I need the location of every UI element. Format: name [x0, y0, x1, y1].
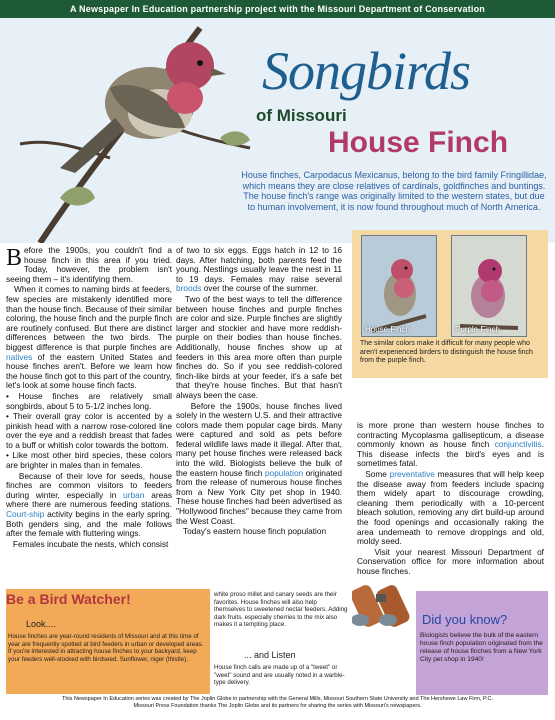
article-paragraph: originated from the release of numerous house finches from a New York City pet shop in 1940. These house finches had been advertised as "Hollywood finches" because they came from the West Coast. — [176, 467, 343, 526]
article-paragraph: Because of their love for seeds, house finches are common visitors to feeders during winter, especially in — [6, 470, 172, 500]
article-paragraph: activity begins in the early spring. Both genders sing, and the male follows after the female with fluttering wings. — [6, 509, 172, 539]
footer-line-1: This Newspaper In Education series was created by The Joplin Globe in partnership with the General Mills, Missouri Southern State University and The Hershewe Law Firm, P.C. — [61, 696, 494, 702]
article-paragraph: Visit your nearest Missouri Department of Conservation office for more information about house finches. — [357, 546, 544, 576]
did-you-know-text: Biologists believe the bulk of the eastern house finch population originated from the release of house finches from a New York City pet shop in 1940! — [420, 632, 543, 663]
drop-cap: B — [6, 245, 23, 271]
article-paragraph: Before the 1900s, house finches lived solely in the western U.S. and their attractive colors made them popular cage birds. Many were captured and sold as pets before federal wildlife laws made it illegal. After that, many pet house finches were released back into the wild. Biologists believe the bulk of the eastern house finch — [176, 400, 343, 478]
hero-section — [0, 18, 555, 243]
article-paragraph: Today's eastern house finch population — [182, 526, 327, 537]
article-paragraph: over the course of the summer. — [203, 283, 319, 294]
article-column-1 — [6, 246, 172, 550]
purple-finch-caption: Purple Finch — [455, 325, 500, 334]
highlight-natives: natives — [6, 351, 33, 362]
fact-bullet: • House finches are relatively small songbirds, about 5 to 5-1/2 inches long. — [6, 390, 172, 411]
article-paragraph: Some — [365, 468, 387, 479]
listen-heading: ... and Listen — [244, 650, 296, 660]
footer-line-2: Missouri Press Foundation thanks The Joplin Globe and its partners for sharing the series with Missouri's newspapers. — [133, 703, 422, 709]
article-paragraph: Females incubate the nests, which consist — [12, 538, 169, 549]
photo-note: The similar colors make it difficult for many people who aren't experienced birders to distinguish the house finch from the purple finch. — [360, 340, 533, 364]
highlight-population: population — [264, 467, 304, 478]
did-you-know-heading: Did you know? — [422, 612, 508, 627]
highlight-broods: broods — [176, 283, 202, 294]
article-paragraph: When it comes to naming birds at feeders, few species are mistakenly identified more than the house finch. Because of their similar coloring, the house finch and the purple finch are routinely confused. But there are distinct differences between the two birds. The biggest difference is that purple finches are — [6, 284, 172, 352]
article-paragraph: of the eastern United States and house finches aren't. Before we learn how the house finch got to this part of the country, let's look at some house finch facts. — [6, 351, 172, 391]
binoculars-icon — [352, 576, 416, 632]
highlight-urban: urban — [123, 489, 145, 500]
article-paragraph: is more prone than western house finches to contracting Mycoplasma gallisepticum, a disease commonly known as house finch — [357, 420, 544, 450]
house-finch-caption: House Finch — [365, 325, 410, 334]
title-songbirds: Songbirds — [262, 41, 471, 101]
title-house-finch: House Finch — [328, 126, 509, 159]
highlight-conjunctivitis: conjunctivitis — [494, 439, 542, 450]
article-column-2 — [176, 246, 342, 538]
bird-illustration — [0, 18, 260, 243]
fact-bullet: • Like most other bird species, these colors are brighter in males than in females. — [6, 450, 172, 471]
article-paragraph: Two of the best ways to tell the difference between house finches and purple finches are color and size. Purple finches are slightly larger and stockier and have more reddish-purple on their bodies than house finches. Additionally, house finches show up at feeders in this area more often than purple finches do. So if you see reddish-colored finch-like birds at your feeder, it's a safe bet that they're house finches. But that hasn't always been the case. — [176, 293, 342, 400]
purple-finch-photo — [451, 235, 527, 337]
look-text: House finches are year-round residents of Missouri and at this time of year are frequently spotted at bird feeders in urban or developed areas. If you're interested in attracting house finches to your backyard, keep your feeders well-stocked with birdseed. Sunflower, niger (thistle), — [8, 633, 204, 663]
feeder-text: white proso millet and canary seeds are their favorites. House finches will also help themselves to sweetened nectar feeders. Adding dark fruits, especially cherries to the mix also makes it a tempting place. — [214, 591, 348, 629]
article-paragraph: areas where there are numerous feeding stations. — [6, 489, 172, 510]
bird-watcher-heading: Be a Bird Watcher! — [6, 591, 131, 607]
highlight-preventative: preventative — [389, 468, 435, 479]
footer — [0, 696, 555, 710]
article-paragraph: measures that will help keep the disease away from feeders include spacing them widely apart to discourage crowding, cleaning them periodically with a 10-percent bleach solution, removing any dirt build-up around the food openings and occasionally raking the area underneath to remove droppings and old, moldy seed. — [357, 468, 545, 547]
look-heading: Look.... — [26, 619, 56, 629]
article-paragraph: of two to six eggs. Eggs hatch in 12 to 16 days. After hatching, both parents feed the young. Nestlings usually leave the nest in 11 to 19 days. Females may raise several — [176, 245, 342, 284]
purple-finch-image — [452, 236, 526, 336]
title-of-missouri: of Missouri — [256, 106, 347, 125]
house-finch-image — [362, 236, 436, 336]
article-paragraph: . This disease infects the bird's eyes and is sometimes fatal. — [357, 439, 544, 469]
highlight-courtship: Court-ship — [6, 509, 45, 520]
top-banner: A Newspaper In Education partnership project with the Missouri Department of Conservation — [0, 0, 555, 18]
house-finch-photo — [361, 235, 437, 337]
article-paragraph: efore the 1900s, you couldn't find a house finch in this area if you tried. Today, however, the problem isn't seeing them – it's identifying them. — [6, 245, 172, 284]
article-column-3 — [357, 421, 544, 578]
photo-panel — [352, 230, 548, 378]
intro-paragraph: House finches, Carpodacus Mexicanus, belong to the bird family Fringillidae, which means they are close relatives of cardinals, goldfinches and buntings. The house finch's range was originally limited to the western states, but due to human involvement, it is now found throughout much of North America. — [241, 170, 547, 212]
listen-text: House finch calls are made up of a "tweet" or "weet" sound and are usually noted in a warble-type delivery. — [214, 664, 345, 687]
fact-bullet: • Their overall gray color is accented by a pinkish head with a narrow rose-colored line over the eye and a reddish breast that fades to a buff or whitish color towards the bottom. — [6, 411, 172, 450]
